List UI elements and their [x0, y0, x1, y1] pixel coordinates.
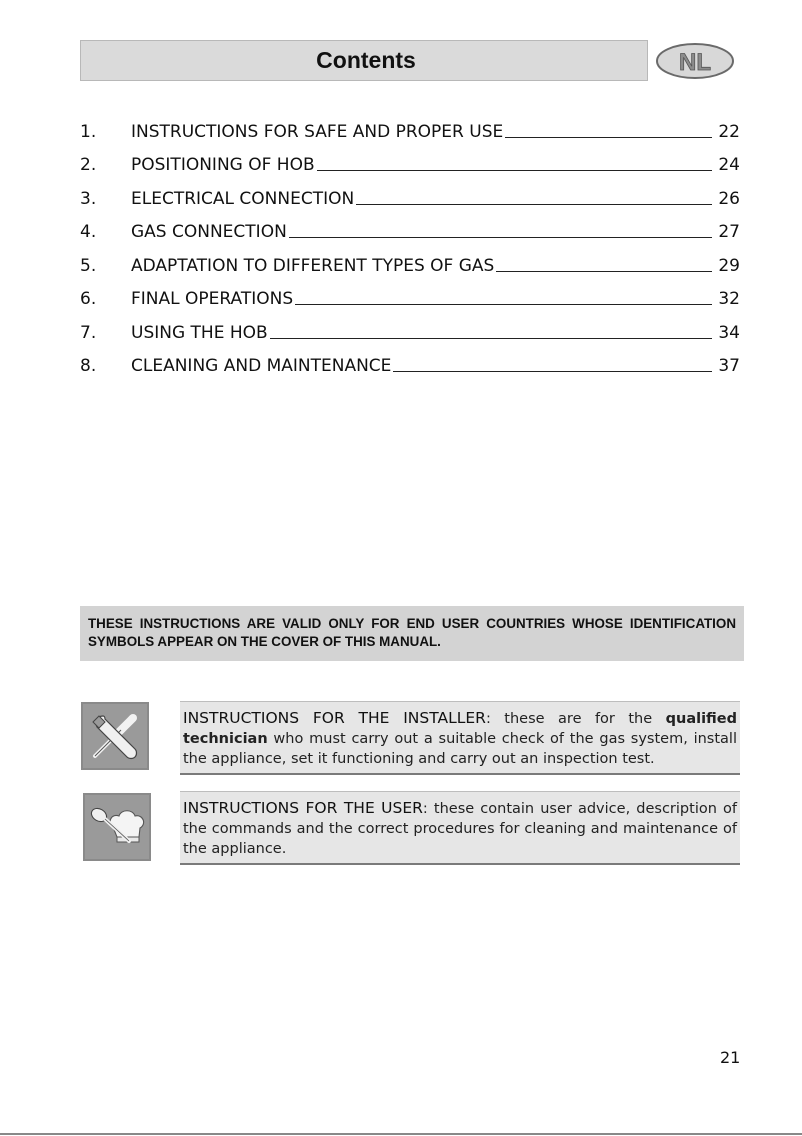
toc-number: 6.: [80, 289, 97, 309]
language-badge: [655, 42, 735, 80]
toc-item-safe-use[interactable]: [80, 108, 740, 142]
user-heading: INSTRUCTIONS FOR THE USER: [183, 799, 423, 817]
toc-title: GAS CONNECTION: [131, 222, 287, 242]
toc-title: ELECTRICAL CONNECTION: [131, 188, 355, 209]
toc-page-number: 27: [718, 222, 740, 242]
user-text: : these contain user advice, description of the commands and the correct procedures for cleaning and maintenance of the appliance.: [183, 801, 737, 857]
contents-title-bar: [80, 40, 648, 81]
qualified-technician-emphasis: qualified technician: [183, 711, 738, 747]
toc-title: INSTRUCTIONS FOR SAFE AND PROPER USE: [131, 121, 504, 142]
toc-page-number: 24: [718, 155, 740, 175]
toc-item-final-operations[interactable]: [80, 276, 740, 310]
installer-icon-box: [81, 702, 149, 770]
bottom-rule: [0, 1133, 802, 1135]
toc-item-gas-connection[interactable]: [80, 209, 740, 243]
toc-page-number: 34: [718, 322, 740, 343]
toc-page-number: 32: [718, 289, 740, 309]
toc-item-positioning[interactable]: [80, 142, 740, 176]
user-instructions-box: [180, 791, 740, 865]
language-code: NL: [679, 49, 711, 76]
toc-number: 4.: [80, 222, 97, 242]
toc-leader-line: [356, 204, 712, 205]
toc-number: 7.: [80, 322, 97, 343]
user-icon-box: [83, 793, 151, 861]
installer-instructions-box: [180, 701, 740, 775]
installer-text-after: who must carry out a suitable check of the gas system, install the appliance, set it functioning and carry out an inspection test.: [183, 731, 737, 767]
toc-leader-line: [496, 271, 712, 272]
toc-leader-line: [393, 371, 712, 372]
toc-title: USING THE HOB: [131, 322, 268, 343]
toc-page-number: 22: [718, 121, 740, 142]
toc-title: ADAPTATION TO DIFFERENT TYPES OF GAS: [131, 255, 495, 276]
page-title: Contents: [316, 47, 416, 73]
toc-number: 2.: [80, 155, 97, 175]
toc-leader-line: [289, 237, 713, 238]
toc-page-number: 26: [718, 188, 740, 209]
toc-item-using-hob[interactable]: [80, 309, 740, 343]
toc-item-electrical[interactable]: [80, 175, 740, 209]
wrench-screwdriver-icon: [81, 702, 149, 770]
toc-leader-line: [295, 304, 712, 305]
validity-notice: THESE INSTRUCTIONS ARE VALID ONLY FOR END USER COUNTRIES WHOSE IDENTIFICATION SYMBOLS APPEAR ON THE COVER OF THIS MANUAL.: [80, 606, 744, 661]
installer-text-before: : these are for the: [485, 711, 666, 727]
toc-number: 5.: [80, 255, 97, 276]
toc-page-number: 29: [718, 255, 740, 276]
toc-leader-line: [505, 137, 712, 138]
toc-title: CLEANING AND MAINTENANCE: [131, 356, 392, 376]
installer-heading: INSTRUCTIONS FOR THE INSTALLER: [183, 709, 486, 727]
toc-item-cleaning[interactable]: [80, 343, 740, 377]
toc-page-number: 37: [718, 356, 740, 376]
toc-number: 8.: [80, 356, 97, 376]
toc-leader-line: [317, 170, 713, 171]
toc-number: 1.: [80, 121, 97, 142]
toc-number: 3.: [80, 188, 97, 209]
toc-title: FINAL OPERATIONS: [131, 289, 294, 309]
toc-leader-line: [270, 338, 713, 339]
table-of-contents: [80, 108, 740, 376]
spoon-chef-hat-icon: [83, 793, 151, 861]
toc-title: POSITIONING OF HOB: [131, 155, 315, 175]
page-number: 21: [720, 1048, 741, 1067]
toc-item-gas-adaptation[interactable]: [80, 242, 740, 276]
